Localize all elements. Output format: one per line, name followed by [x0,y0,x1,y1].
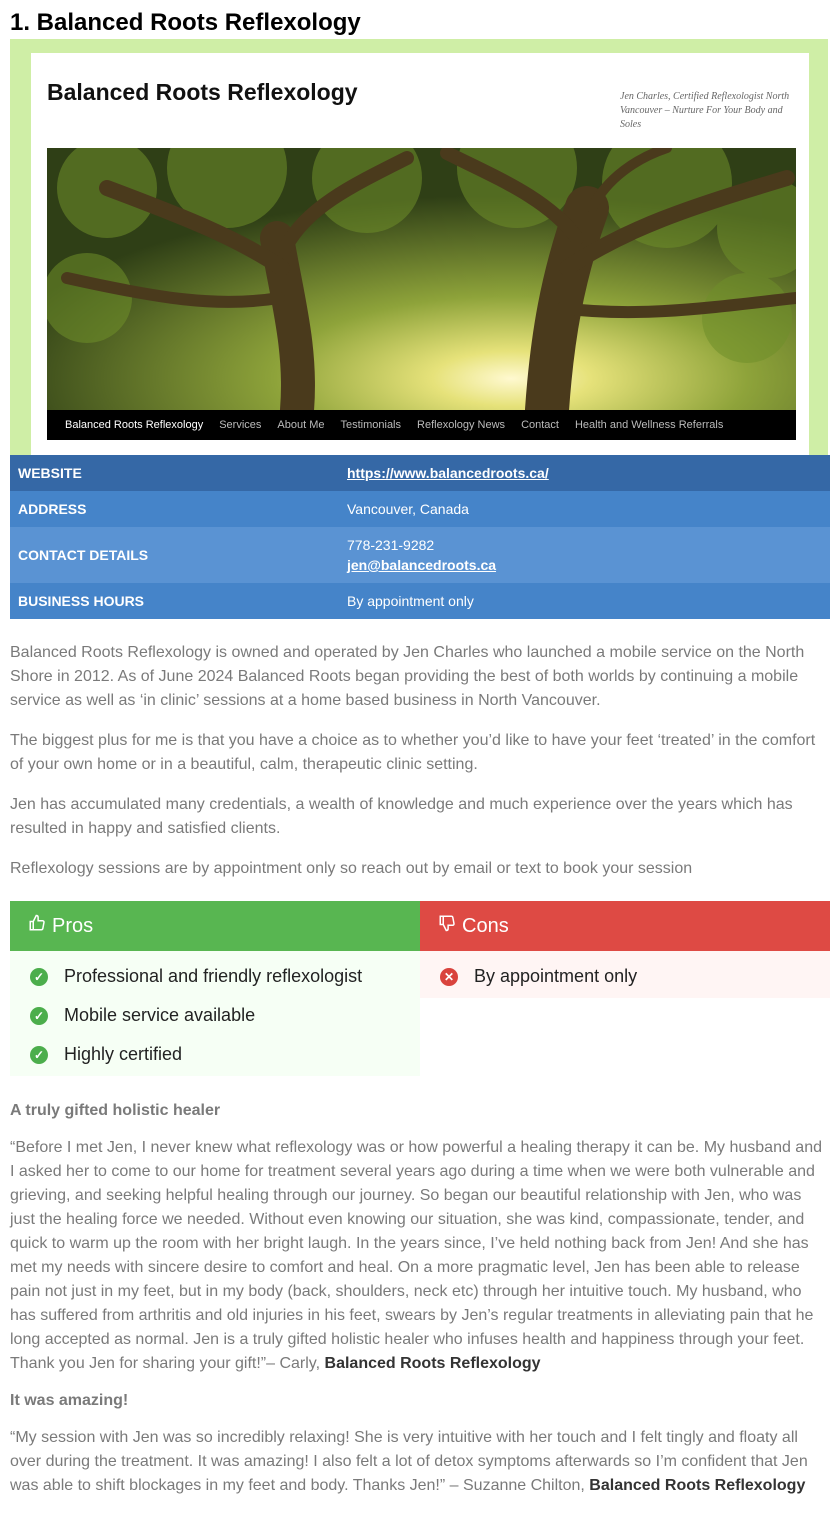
thumbs-up-icon [28,914,46,938]
review-text [10,1426,828,1498]
cons-column [420,901,830,1076]
cons-header [420,901,830,951]
address-value: Vancouver, Canada [347,501,469,517]
thumbs-down-icon [438,914,456,938]
review-business-name: Balanced Roots Reflexology [589,1477,806,1494]
contact-label: CONTACT DETAILS [18,547,149,563]
screenshot-nav-referrals: Health and Wellness Referrals [574,419,724,431]
cons-title: Cons [462,914,509,937]
cons-list [420,951,830,998]
pros-list [10,951,420,1076]
review-heading: A truly gifted holistic healer [10,1102,221,1119]
con-item [420,957,830,996]
pro-item [10,996,420,1035]
review-text [10,1136,828,1376]
pros-column [10,901,420,1076]
screenshot-nav-testimonials: Testimonials [340,419,402,431]
screenshot-nav-home: Balanced Roots Reflexology [65,419,204,431]
tree-hero-image [47,148,796,410]
pro-text: Professional and friendly reflexologist [64,966,363,986]
description-paragraph: Jen has accumulated many credentials, a wealth of knowledge and much experience over the years which has resulted in happy and satisfied clients. [10,796,793,837]
website-screenshot [10,39,828,455]
check-circle-icon: ✓ [30,968,48,986]
pro-item [10,1035,420,1074]
screenshot-nav-services: Services [219,419,262,431]
screenshot-nav-contact: Contact [521,419,559,431]
screenshot-nav-bar [47,410,796,440]
pros-cons-box [10,901,830,1076]
hours-value: By appointment only [347,593,474,609]
hours-label: BUSINESS HOURS [18,593,145,609]
info-row-website [10,455,830,491]
screenshot-nav-news: Reflexology News [417,419,506,431]
screenshot-nav-about: About Me [277,419,325,431]
info-row-contact [10,527,830,583]
screenshot-tagline: Jen Charles, Certified Reflexologist North Vancouver – Nurture For Your Body and Soles [620,91,790,130]
description-paragraph: Balanced Roots Reflexology is owned and operated by Jen Charles who launched a mobile service on the North Shore in 2012. As of June 2024 Balanced Roots began providing the best of both worlds by continuing a mobile service as well as ‘in clinic’ sessions at a home based business in North Vancouver. [10,644,805,709]
x-circle-icon: ✕ [440,968,458,986]
address-label: ADDRESS [18,501,87,517]
review-heading: It was amazing! [10,1392,129,1409]
business-info-table [10,455,830,619]
description-paragraph: The biggest plus for me is that you have a choice as to whether you’d like to have your feet ‘treated’ in the comfort of your own home or in a beautiful, calm, therapeutic clinic setting. [10,732,816,773]
website-label: WEBSITE [18,465,82,481]
website-cell [339,455,830,491]
screenshot-site-title: Balanced Roots Reflexology [47,79,358,105]
pro-item [10,957,420,996]
pros-header [10,901,420,951]
tree-canopy-illustration [47,148,796,410]
review-quote: “My session with Jen was so incredibly relaxing! She is very intuitive with her touch and I felt tingly and floaty all over during the treatment. It was amazing! I also felt a lot of detox symptoms afterwards so I’m confident that Jen was able to shift blockages in my feet and body. Thanks Jen!” – Suzanne Chilton, [10,1429,808,1494]
check-circle-icon: ✓ [30,1007,48,1025]
review-business-name: Balanced Roots Reflexology [324,1355,541,1372]
phone-number: 778-231-9282 [347,537,435,553]
description-paragraph: Reflexology sessions are by appointment only so reach out by email or text to book your session [10,860,693,877]
pro-text: Highly certified [64,1044,183,1064]
review-quote: “Before I met Jen, I never knew what reflexology was or how powerful a healing therapy it can be. My husband and I asked her to come to our home for treatment several years ago during a time when we were both vulnerable and grieving, and seeking helpful healing through our journey. So began our beautiful relationship with Jen, who was just the healing force we needed. Without even knowing our situation, she was kind, compassionate, tender, and quick to warm up the room with her bright laugh. In the years since, I’ve held nothing back from Jen! And she has met my needs with sincere desire to comfort and heal. On a more pragmatic level, Jen has been able to release pain not just in my feet, but in my body (back, shoulders, neck etc) through her intuitive touch. My husband, who has suffered from arthritis and old injuries in his feet, swears by Jen’s regular treatments in alleviating pain that he long accepted as normal. Jen is a truly gifted holistic healer who infuses health and happiness through your feet. Thank you Jen for sharing your gift!”– Carly, [10,1139,822,1372]
listing-heading: 1. Balanced Roots Reflexology [10,9,361,36]
website-link[interactable]: https://www.balancedroots.ca/ [347,465,549,481]
pro-text: Mobile service available [64,1005,256,1025]
con-text: By appointment only [474,966,638,986]
check-circle-icon: ✓ [30,1046,48,1064]
info-row-hours [10,583,830,619]
pros-title: Pros [52,914,94,937]
contact-cell [339,527,830,583]
info-row-address [10,491,830,527]
email-link[interactable]: jen@balancedroots.ca [347,557,497,573]
